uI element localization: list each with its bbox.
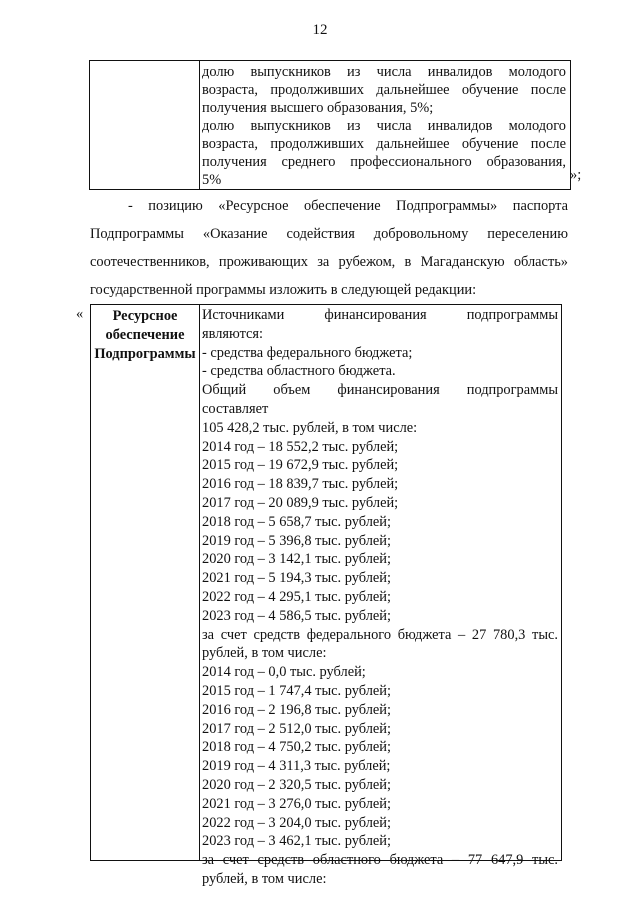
resource-provision-content-cell [202,306,558,889]
table-line: 2022 год – 4 295,1 тыс. рублей; [202,588,391,605]
heading-line: Ресурсное [112,308,178,324]
table-line: 2015 год – 19 672,9 тыс. рублей; [202,457,399,474]
table-line: 2019 год – 4 311,3 тыс. рублей; [202,758,391,775]
table-line: рублей, в том числе: [202,870,327,887]
table-line: составляет [202,400,269,417]
table-line: являются: [202,325,264,342]
table-line: 2021 год – 5 194,3 тыс. рублей; [202,570,391,587]
table-line: 2017 год – 2 512,0 тыс. рублей; [202,720,391,737]
table-line: 2018 год – 4 750,2 тыс. рублей; [202,739,391,756]
table-line: возраста, продолживших дальнейшее обучение после [202,136,566,152]
indicators-table [89,60,571,190]
heading-line: обеспечение [105,327,185,343]
table-line: - средства федерального бюджета; [202,344,413,361]
table-line: 2021 год – 3 276,0 тыс. рублей; [202,795,391,812]
table-line: 105 428,2 тыс. рублей, в том числе: [202,419,418,436]
table-line: 2023 год – 4 586,5 тыс. рублей; [202,607,391,624]
table-line: долю выпускников из числа инвалидов молодого [202,118,566,134]
table-line: 2014 год – 0,0 тыс. рублей; [202,664,366,681]
table-line: 2014 год – 18 552,2 тыс. рублей; [202,438,399,455]
table-line: 2020 год – 2 320,5 тыс. рублей; [202,776,391,793]
table-line: за счет средств областного бюджета – 77 647,9 тыс. [202,852,558,869]
table-line: 2022 год – 3 204,0 тыс. рублей; [202,814,391,831]
heading-line: Подпрограммы [94,346,196,362]
table-line: возраста, продолживших дальнейшее обучение после [202,82,566,98]
table-line: 2019 год – 5 396,8 тыс. рублей; [202,532,391,549]
opening-quote: « [76,306,84,322]
table-line: 2015 год – 1 747,4 тыс. рублей; [202,682,391,699]
table-line: Источниками финансирования подпрограммы [202,307,558,323]
table-line: Общий объем финансирования подпрограммы [202,382,558,399]
table-line: 2018 год – 5 658,7 тыс. рублей; [202,513,391,530]
table-line: за счет средств федерального бюджета – 27 780,3 тыс. [202,626,558,643]
table-line: 5% [202,172,222,188]
table-line: - средства областного бюджета. [202,363,396,380]
table-line: 2017 год – 20 089,9 тыс. рублей; [202,494,399,511]
table-line: получения высшего образования, 5%; [202,100,434,116]
resource-provision-table [90,304,562,887]
paragraph-line: - позицию «Ресурсное обеспечение Подпрограммы» паспорта [128,198,568,214]
paragraph-line: Подпрограммы «Оказание содействия добровольному переселению [90,226,568,242]
page-number: 12 [312,22,328,38]
closing-quote: »; [570,167,582,183]
table-line: 2020 год – 3 142,1 тыс. рублей; [202,551,391,568]
table-line: 2023 год – 3 462,1 тыс. рублей; [202,833,391,850]
table-line: получения среднего профессионального образования, [202,154,566,170]
table-line: 2016 год – 18 839,7 тыс. рублей; [202,476,399,493]
paragraph-line: государственной программы изложить в следующей редакции: [90,282,477,298]
table-line: 2016 год – 2 196,8 тыс. рублей; [202,701,391,718]
indicators-table-left-cell [90,61,200,189]
indicators-table-right-cell [202,63,566,189]
resource-provision-heading-cell [91,305,200,860]
amendment-paragraph [90,192,568,298]
table-line: рублей, в том числе: [202,645,327,662]
table-line: долю выпускников из числа инвалидов молодого [202,64,566,80]
paragraph-line: соотечественников, проживающих за рубежом, в Магаданскую область» [90,254,568,270]
resource-provision-heading [93,307,197,364]
